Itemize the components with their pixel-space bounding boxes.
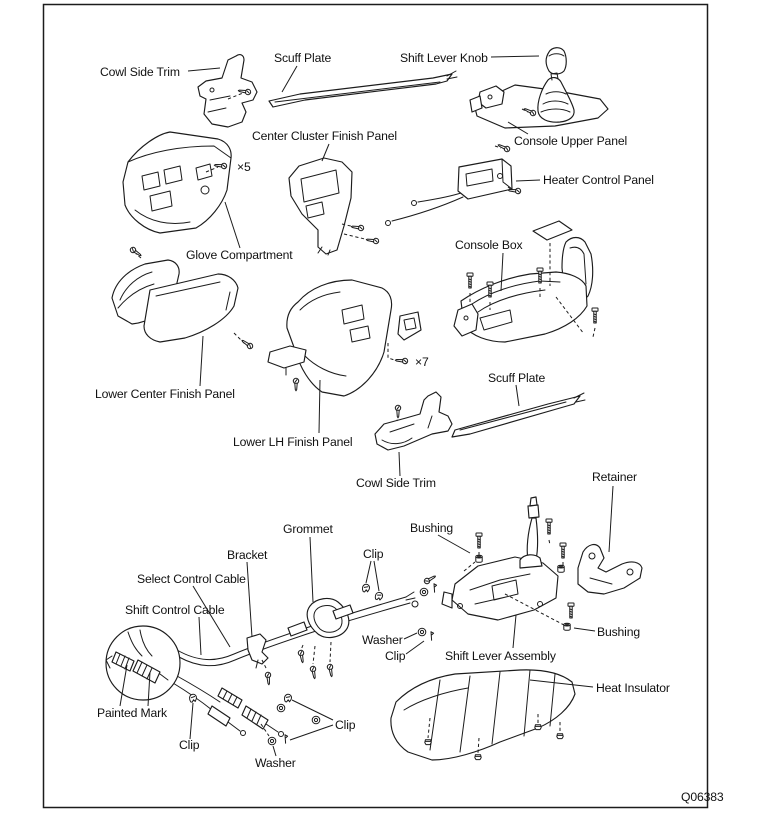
leader-line-grommet — [310, 537, 313, 602]
lower-center-finish-panel-drawing — [112, 260, 238, 342]
label-clip-bottom-left: Clip — [179, 738, 200, 752]
assembly-dash-line — [313, 646, 315, 664]
center-cluster-finish-panel-drawing — [289, 158, 352, 255]
screw-icon — [293, 378, 298, 391]
washer-icon — [312, 716, 320, 724]
label-glove-compartment: Glove Compartment — [186, 248, 293, 262]
bushing-icon — [558, 565, 564, 572]
assembly-dash-line — [301, 645, 303, 650]
leader-line-shift-lever-knob — [491, 56, 539, 57]
leader-line-clip-top — [366, 561, 371, 583]
leader-line-heater-control-panel — [516, 180, 540, 181]
label-bushing-left: Bushing — [410, 521, 453, 535]
clip-icon — [362, 584, 369, 592]
pin-icon — [431, 632, 434, 640]
label-x7-marker: ×7 — [415, 355, 429, 369]
bolt-icon — [592, 308, 598, 323]
screw-icon — [265, 672, 271, 685]
bolt-icon — [568, 603, 574, 618]
label-scuff-plate-top: Scuff Plate — [274, 51, 332, 65]
bolt-icon — [560, 543, 566, 558]
nut-icon — [535, 725, 541, 730]
leader-line-retainer — [609, 486, 613, 552]
console-upper-panel-drawing — [470, 73, 608, 128]
label-cowl-side-trim-2: Cowl Side Trim — [356, 476, 436, 490]
bolt-icon — [546, 519, 552, 534]
leader-line-clip-mid — [406, 641, 424, 654]
screw-icon — [497, 142, 511, 152]
label-shift-lever-knob: Shift Lever Knob — [400, 51, 488, 65]
leader-line-bushing-left — [438, 535, 470, 553]
nut-icon — [557, 734, 563, 739]
label-center-cluster-finish-panel: Center Cluster Finish Panel — [252, 129, 397, 143]
label-lower-lh-finish-panel: Lower LH Finish Panel — [233, 435, 353, 449]
leader-line-cowl-side-trim-2 — [399, 452, 400, 476]
nut-icon — [475, 755, 481, 760]
label-washer-mid: Washer — [362, 633, 403, 647]
washer-icon — [268, 737, 276, 745]
leader-line-scuff-plate-top — [282, 66, 297, 92]
label-lower-center-finish-panel: Lower Center Finish Panel — [95, 387, 235, 401]
screw-icon — [310, 666, 317, 679]
label-clip-bottom-mid: Clip — [335, 718, 356, 732]
nut-icon — [425, 740, 431, 745]
pin-icon — [434, 584, 437, 592]
screw-icon — [240, 338, 253, 350]
heater-control-panel-drawing — [386, 159, 513, 226]
label-heat-insulator: Heat Insulator — [596, 681, 670, 695]
shift-lever-knob-drawing — [546, 48, 566, 74]
label-bushing-right: Bushing — [597, 625, 640, 639]
leader-line-washer-bottom — [273, 746, 276, 756]
label-x5-marker: ×5 — [237, 160, 251, 174]
screw-icon — [395, 357, 408, 363]
bushing-icon — [476, 555, 482, 562]
leader-line-glove-compartment — [225, 202, 240, 248]
leader-line-bracket — [247, 562, 252, 637]
leader-line-bushing-right — [574, 628, 595, 631]
bolt-icon — [467, 273, 473, 288]
clip-icon — [189, 694, 197, 703]
screw-icon — [423, 574, 437, 585]
label-console-box: Console Box — [455, 238, 523, 252]
pin-icon — [285, 735, 288, 743]
washer-icon — [420, 588, 428, 596]
label-washer-bottom: Washer — [255, 756, 296, 770]
screw-icon — [351, 224, 364, 231]
label-console-upper-panel: Console Upper Panel — [514, 134, 628, 148]
leader-line-lower-center-finish-panel — [200, 336, 203, 386]
shift-lever-assembly-drawing — [442, 497, 558, 620]
leader-line-shift-lever-assembly — [513, 615, 516, 648]
label-retainer: Retainer — [592, 470, 637, 484]
glove-compartment-drawing — [123, 132, 231, 233]
leader-line-scuff-plate-2 — [516, 385, 519, 406]
lower-lh-finish-panel-drawing — [268, 280, 421, 396]
label-bracket: Bracket — [227, 548, 268, 562]
label-clip-top: Clip — [363, 547, 384, 561]
washer-icon — [418, 628, 426, 636]
assembly-dash-line — [330, 642, 331, 662]
washer-icon — [277, 704, 285, 712]
clip-icon — [284, 694, 291, 702]
leader-line-clip-bottom-left — [190, 703, 193, 739]
assembly-dash-line — [549, 540, 550, 545]
assembly-dash-line — [344, 234, 369, 240]
screw-icon — [366, 237, 379, 244]
retainer-drawing — [578, 545, 642, 594]
leader-line-clip-top — [374, 561, 379, 591]
bushing-icon — [564, 623, 570, 630]
cowl-side-trim-2-drawing — [375, 392, 452, 450]
label-shift-control-cable: Shift Control Cable — [125, 603, 225, 617]
screw-icon — [129, 246, 142, 258]
heat-insulator-drawing — [391, 670, 575, 760]
label-shift-lever-assembly: Shift Lever Assembly — [445, 649, 556, 663]
label-select-control-cable: Select Control Cable — [137, 572, 246, 586]
scuff-plate-top-drawing — [269, 71, 457, 107]
label-scuff-plate-2: Scuff Plate — [488, 371, 546, 385]
leader-line-clip-bottom-mid — [292, 700, 333, 720]
label-grommet: Grommet — [283, 522, 333, 536]
leader-line-clip-bottom-mid — [290, 725, 333, 740]
leader-line-shift-control-cable — [199, 617, 201, 655]
label-figure-code: Q06383 — [681, 790, 724, 804]
screw-icon — [327, 664, 334, 677]
bolt-icon — [476, 533, 482, 548]
label-clip-mid: Clip — [385, 649, 406, 663]
label-heater-control-panel: Heater Control Panel — [543, 173, 654, 187]
assembly-dash-line — [388, 343, 398, 361]
screw-icon — [395, 405, 400, 418]
leader-line-cowl-side-trim-top — [188, 68, 220, 71]
label-painted-mark: Painted Mark — [97, 706, 168, 720]
assembly-dash-line — [593, 328, 595, 337]
screw-icon — [298, 650, 305, 663]
label-cowl-side-trim-top: Cowl Side Trim — [100, 65, 180, 79]
leader-line-washer-mid — [404, 633, 417, 639]
clip-icon — [375, 592, 383, 601]
